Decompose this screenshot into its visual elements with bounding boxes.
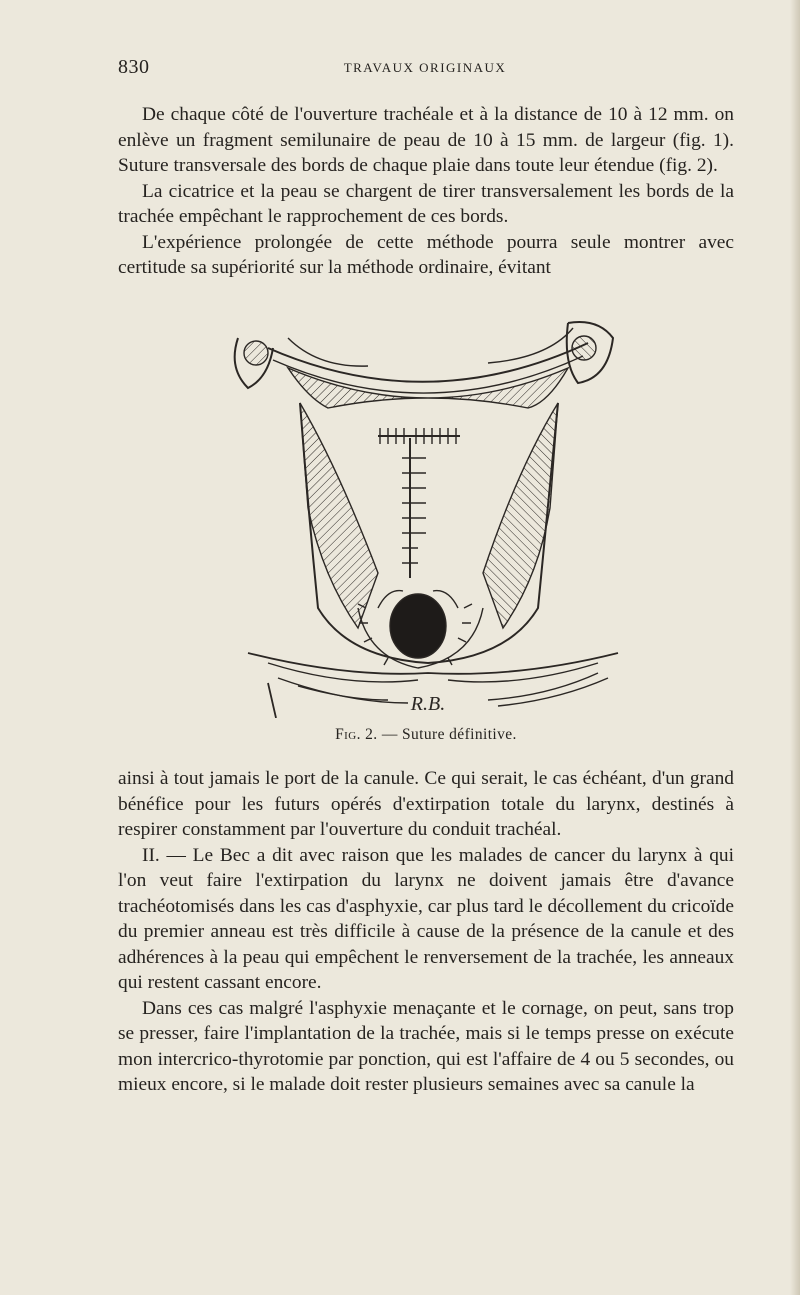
- figure-caption-text: Suture définitive.: [402, 726, 517, 743]
- page-header: [118, 56, 732, 90]
- paragraph: II. — Le Bec a dit avec raison que les malades de cancer du larynx à qui l'on veut faire l'extirpation du larynx ne doivent jamais être d'avance trachéotomisés dans les cas d'asphyxie, car plus tard le décollement du cricoïde du premier anneau est très difficile à cause de la présence de la canule et des adhérences à la peau qui empêchent le renversement de la trachée, les anneaux qui restent cassant encore.: [118, 844, 734, 993]
- page-edge-shadow: [790, 0, 800, 1295]
- paragraph: Dans ces cas malgré l'asphyxie menaçante et le cornage, on peut, sans trop se presser, faire l'implantation de la trachée, mais si le temps presse on exécute mon intercrico-thyrotomie par ponction, qui est l'affaire de 4 ou 5 secondes, ou mieux encore, si le malade doit rester plusieurs semaines avec sa canule la: [118, 997, 734, 1095]
- running-head: TRAVAUX ORIGINAUX: [343, 60, 507, 75]
- neck-suture-drawing: [228, 308, 628, 718]
- figure-label: Fig. 2. —: [335, 726, 398, 743]
- page-number: 830: [118, 56, 150, 78]
- paragraph: L'expérience prolongée de cette méthode pourra seule montrer avec certitude sa supériorité sur la méthode ordinaire, évitant: [118, 231, 734, 278]
- paragraph: De chaque côté de l'ouverture trachéale et à la distance de 10 à 12 mm. on enlève un fragment semilunaire de peau de 10 à 15 mm. de largeur (fig. 1). Suture transversale des bords de chaque plaie dans toute leur étendue (fig. 2).: [118, 104, 734, 176]
- artist-signature: R.B.: [410, 693, 446, 715]
- figure-suture-illustration: [228, 308, 628, 718]
- paragraph: ainsi à tout jamais le port de la canule. Ce qui serait, le cas échéant, d'un grand bénéfice pour les futurs opérés d'extirpation totale du larynx, destinés à respirer constamment par l'ouverture du conduit trachéal.: [118, 768, 734, 840]
- paragraph: La cicatrice et la peau se chargent de tirer transversalement les bords de la trachée empêchant le rapprochement de ces bords.: [118, 180, 734, 227]
- text-block-top: [118, 102, 734, 281]
- figure-caption: [118, 726, 734, 744]
- text-block-bottom: [118, 766, 734, 1098]
